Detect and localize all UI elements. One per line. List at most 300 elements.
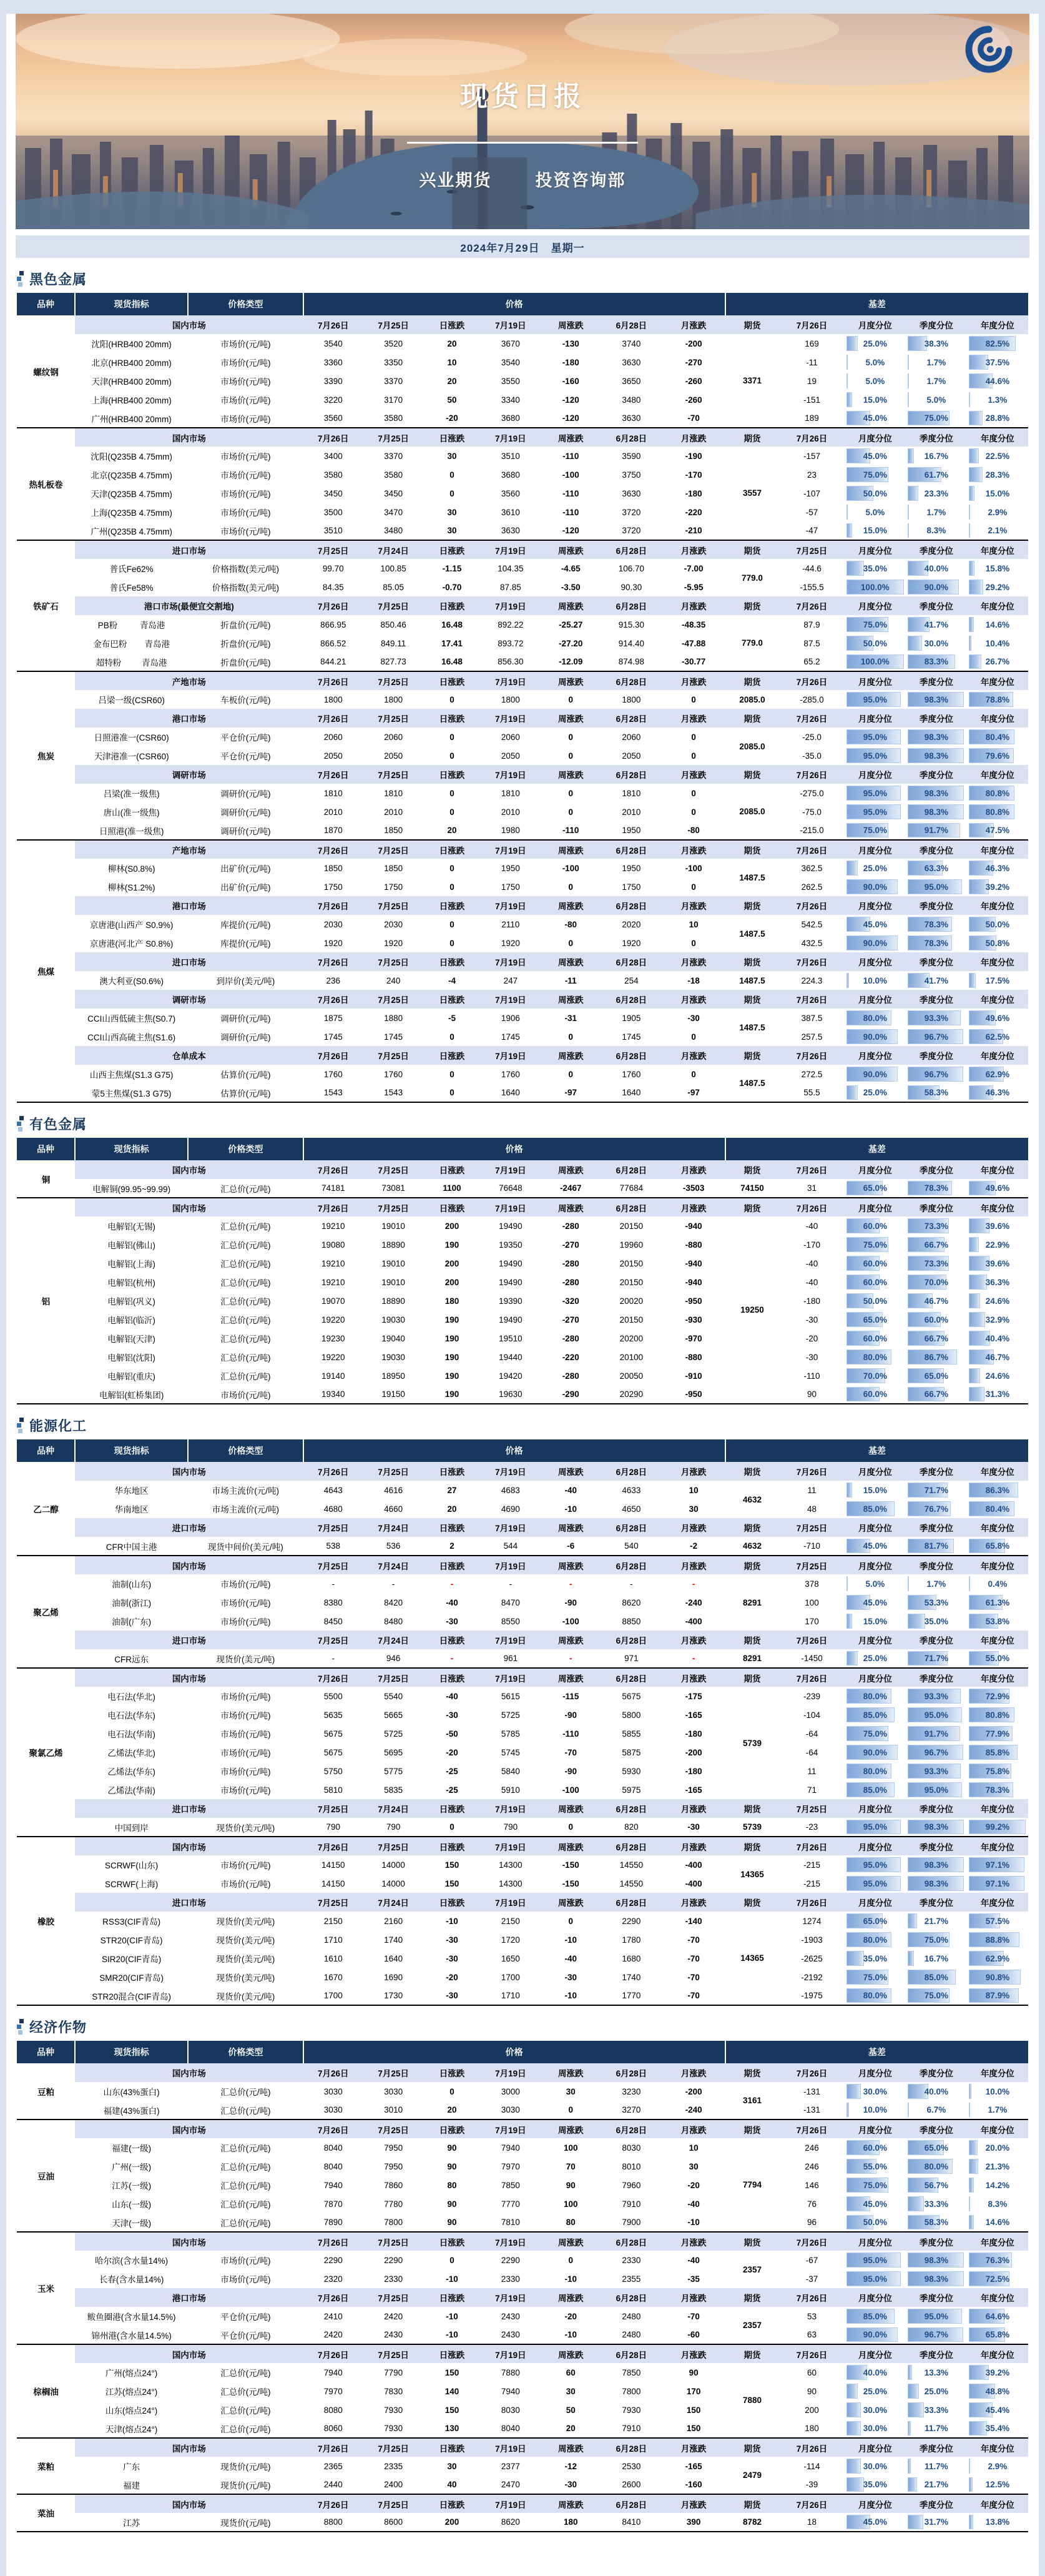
- price-cell: 1810: [303, 784, 363, 802]
- change-cell: 0: [662, 1027, 725, 1046]
- percentile-value: 62.9%: [985, 1069, 1010, 1079]
- col-price-group: 价格: [303, 293, 725, 315]
- price-cell: 844.21: [303, 653, 363, 671]
- basis-date-header: 7月26日: [779, 840, 845, 859]
- price-col-header: 7月19日: [481, 2288, 541, 2307]
- price-cell: 8800: [303, 2513, 363, 2532]
- change-cell: 90: [541, 2176, 601, 2194]
- basis-value-cell: -57: [779, 503, 845, 521]
- price-cell: 19440: [481, 1348, 541, 1366]
- price-col-header: 日涨跌: [423, 596, 480, 615]
- change-cell: -: [541, 1649, 601, 1668]
- price-cell: 4660: [363, 1499, 423, 1518]
- change-cell: -110: [541, 821, 601, 840]
- percentile-value: 35.0%: [924, 1616, 948, 1626]
- futures-price-cell: 2085.0: [725, 784, 779, 840]
- percentile-value: 98.3%: [924, 1878, 948, 1888]
- basis-value-cell: -35.0: [779, 746, 845, 765]
- price-cell: 236: [303, 971, 363, 990]
- percentile-value: 95.0%: [924, 1785, 948, 1795]
- percentile-col-header: 月度分位: [845, 2494, 906, 2513]
- price-cell: 7780: [363, 2194, 423, 2213]
- indicator-cell: 山东(一级): [75, 2194, 188, 2213]
- percentile-bar: [908, 392, 909, 407]
- price-col-header: 月涨跌: [662, 709, 725, 728]
- percentile-cell: [967, 2419, 1028, 2438]
- percentile-cell: [967, 1009, 1028, 1027]
- change-cell: -60: [662, 2326, 725, 2344]
- basis-value-cell: 432.5: [779, 934, 845, 952]
- price-cell: 2330: [601, 2251, 662, 2269]
- indicator-cell: 电解铝(临沂): [75, 1310, 188, 1329]
- percentile-cell: [906, 877, 967, 896]
- price-type-cell: 汇总价(元/吨): [188, 1216, 303, 1235]
- percentile-bar: [969, 1275, 988, 1290]
- price-type-cell: 市场价(元/吨): [188, 521, 303, 540]
- percentile-cell: [967, 1291, 1028, 1310]
- percentile-col-header: 月度分位: [845, 1631, 906, 1649]
- percentile-cell: [906, 503, 967, 521]
- price-cell: 7930: [363, 2419, 423, 2438]
- commodity-table: [17, 1439, 1028, 2006]
- indicator-cell: 天津(一级): [75, 2213, 188, 2232]
- percentile-cell: [906, 447, 967, 465]
- percentile-value: 25.0%: [863, 1654, 887, 1663]
- futures-price-cell: 3371: [725, 334, 779, 428]
- price-cell: 1690: [363, 1968, 423, 1986]
- indicator-cell: 乙烯法(华南): [75, 1780, 188, 1799]
- price-col-header: 月涨跌: [662, 596, 725, 615]
- percentile-value: 22.9%: [985, 1240, 1010, 1250]
- change-cell: -18: [662, 971, 725, 990]
- price-cell: 1700: [481, 1968, 541, 1986]
- percentile-bar: [846, 355, 848, 370]
- price-col-header: 月涨跌: [662, 840, 725, 859]
- change-cell: -910: [662, 1366, 725, 1385]
- percentile-cell: [906, 334, 967, 353]
- change-cell: -180: [541, 353, 601, 372]
- percentile-bar: [969, 2477, 973, 2492]
- col-variety: 品种: [17, 1138, 75, 1160]
- price-col-header: 7月24日: [363, 1556, 423, 1574]
- price-cell: 99.70: [303, 559, 363, 578]
- indicator-cell: 油制(广东): [75, 1612, 188, 1631]
- percentile-col-header: 季度分位: [906, 1046, 967, 1065]
- basis-value-cell: -110: [779, 1366, 845, 1385]
- percentile-value: 25.0%: [924, 2386, 948, 2396]
- futures-price-cell: 2479: [725, 2457, 779, 2494]
- table-row: [17, 1724, 1028, 1743]
- futures-col-header: 期货: [725, 840, 779, 859]
- price-col-header: 日涨跌: [423, 1462, 480, 1481]
- price-col-header: 日涨跌: [423, 952, 480, 971]
- change-cell: 80: [541, 2213, 601, 2232]
- percentile-cell: [845, 2363, 906, 2382]
- change-cell: 190: [423, 1348, 480, 1366]
- indicator-cell: RSS3(CIF青岛): [75, 1912, 188, 1930]
- percentile-cell: [845, 1687, 906, 1705]
- indicator-cell: 哈尔滨(含水量14%): [75, 2251, 188, 2269]
- price-col-header: 7月26日: [303, 596, 363, 615]
- change-cell: 80: [423, 2176, 480, 2194]
- price-cell: 20150: [601, 1254, 662, 1273]
- price-type-cell: 市场价(元/吨): [188, 2269, 303, 2288]
- price-col-header: 7月25日: [363, 2438, 423, 2457]
- change-cell: -10: [541, 2269, 601, 2288]
- percentile-cell: [967, 1949, 1028, 1968]
- market-label: 国内市场: [75, 1198, 303, 1216]
- price-col-header: 6月28日: [601, 2063, 662, 2082]
- price-cell: 7940: [303, 2176, 363, 2194]
- price-col-header: 7月26日: [303, 896, 363, 915]
- percentile-value: 80.0%: [863, 1991, 887, 2000]
- basis-date-header: 7月26日: [779, 2344, 845, 2363]
- percentile-value: 45.0%: [863, 2199, 887, 2209]
- price-col-header: 月涨跌: [662, 1631, 725, 1649]
- market-label: 进口市场: [75, 1799, 303, 1818]
- change-cell: -35: [662, 2269, 725, 2288]
- change-cell: -70: [662, 1986, 725, 2005]
- percentile-cell: [845, 1499, 906, 1518]
- change-cell: 10: [423, 353, 480, 372]
- indicator-cell: 广东: [75, 2457, 188, 2475]
- price-cell: 538: [303, 1537, 363, 1556]
- table-row: [17, 1949, 1028, 1968]
- percentile-bar: [908, 1576, 909, 1591]
- percentile-value: 41.7%: [924, 619, 948, 629]
- change-cell: -400: [662, 1874, 725, 1893]
- percentile-value: 30.0%: [863, 2405, 887, 2415]
- table-row: [17, 2194, 1028, 2213]
- table-row: [17, 1855, 1028, 1874]
- change-cell: 0: [423, 934, 480, 952]
- change-cell: 130: [423, 2419, 480, 2438]
- percentile-cell: [967, 2307, 1028, 2326]
- percentile-value: 49.6%: [985, 1183, 1010, 1193]
- percentile-value: 45.0%: [863, 1541, 887, 1551]
- percentile-value: 85.0%: [924, 1972, 948, 1982]
- percentile-cell: [845, 2326, 906, 2344]
- percentile-bar: [908, 523, 909, 538]
- price-cell: 3010: [363, 2101, 423, 2120]
- org-line: [16, 167, 1029, 191]
- price-col-header: 7月26日: [303, 952, 363, 971]
- percentile-bar: [908, 636, 922, 651]
- price-col-header: 7月19日: [481, 1556, 541, 1574]
- percentile-col-header: 月度分位: [845, 2120, 906, 2138]
- price-type-cell: 市场价(元/吨): [188, 2251, 303, 2269]
- percentile-value: 25.0%: [863, 2386, 887, 2396]
- price-cell: 3510: [303, 521, 363, 540]
- percentile-value: 78.3%: [924, 919, 948, 929]
- futures-col-header: 期货: [725, 2232, 779, 2251]
- percentile-cell: [906, 521, 967, 540]
- table-row: [17, 447, 1028, 465]
- market-label: 国内市场: [75, 315, 303, 334]
- basis-value-cell: 1274: [779, 1912, 845, 1930]
- percentile-bar: [969, 2103, 970, 2117]
- percentile-value: 15.0%: [863, 1616, 887, 1626]
- price-cell: 2600: [601, 2475, 662, 2494]
- percentile-bar: [969, 2421, 987, 2435]
- price-col-header: 月涨跌: [662, 2438, 725, 2457]
- change-cell: -320: [541, 1291, 601, 1310]
- percentile-value: 35.0%: [863, 2480, 887, 2489]
- price-cell: 790: [363, 1818, 423, 1837]
- price-col-header: 7月25日: [363, 1462, 423, 1481]
- percentile-col-header: 季度分位: [906, 1799, 967, 1818]
- percentile-bar: [969, 505, 970, 520]
- indicator-cell: 上海(HRB400 20mm): [75, 390, 188, 409]
- price-cell: 2430: [363, 2326, 423, 2344]
- percentile-value: 25.0%: [863, 863, 887, 873]
- indicator-cell: 唐山(准一级焦): [75, 802, 188, 821]
- futures-col-header: 期货: [725, 1462, 779, 1481]
- price-col-header: 周涨跌: [541, 1893, 601, 1912]
- change-cell: 190: [423, 1366, 480, 1385]
- price-col-header: 7月26日: [303, 315, 363, 334]
- price-cell: 2377: [481, 2457, 541, 2475]
- change-cell: -210: [662, 521, 725, 540]
- percentile-bar: [908, 505, 909, 520]
- change-cell: -70: [662, 1949, 725, 1968]
- price-col-header: 7月19日: [481, 2494, 541, 2513]
- price-cell: 1850: [363, 821, 423, 840]
- change-cell: -970: [662, 1329, 725, 1348]
- basis-date-header: 7月26日: [779, 2288, 845, 2307]
- price-type-cell: 汇总价(元/吨): [188, 2194, 303, 2213]
- percentile-col-header: 月度分位: [845, 315, 906, 334]
- indicator-cell: 华东地区: [75, 1481, 188, 1499]
- section-黑色金属: [17, 269, 1028, 1103]
- percentile-cell: [967, 1930, 1028, 1949]
- price-col-header: 日涨跌: [423, 2120, 480, 2138]
- price-col-header: 7月19日: [481, 709, 541, 728]
- price-type-cell: 出矿价(元/吨): [188, 859, 303, 877]
- percentile-col-header: 季度分位: [906, 1160, 967, 1179]
- change-cell: 0: [662, 690, 725, 709]
- percentile-cell: [845, 2176, 906, 2194]
- price-cell: 3680: [481, 465, 541, 484]
- price-col-header: 月涨跌: [662, 952, 725, 971]
- market-subheader-row: [17, 765, 1028, 784]
- price-cell: 8600: [363, 2513, 423, 2532]
- indicator-cell: 华南地区: [75, 1499, 188, 1518]
- col-indicator: 现货指标: [75, 293, 188, 315]
- basis-value-cell: 55.5: [779, 1083, 845, 1102]
- percentile-cell: [845, 1743, 906, 1762]
- basis-value-cell: -131: [779, 2101, 845, 2120]
- change-cell: -940: [662, 1273, 725, 1291]
- change-cell: -270: [662, 353, 725, 372]
- change-cell: 0: [423, 728, 480, 746]
- percentile-value: 28.3%: [985, 470, 1010, 480]
- percentile-cell: [906, 915, 967, 934]
- table-row: [17, 2082, 1028, 2101]
- price-cell: 7950: [363, 2157, 423, 2176]
- market-label: 调研市场: [75, 765, 303, 784]
- percentile-value: 45.0%: [863, 451, 887, 461]
- market-subheader-row: [17, 1799, 1028, 1818]
- basis-value-cell: -75.0: [779, 802, 845, 821]
- change-cell: -880: [662, 1348, 725, 1366]
- percentile-bar: [969, 2178, 974, 2193]
- percentile-value: 25.0%: [863, 338, 887, 348]
- market-label: 调研市场: [75, 990, 303, 1009]
- basis-date-header: 7月26日: [779, 990, 845, 1009]
- percentile-bar: [969, 523, 970, 538]
- futures-price-cell: 19250: [725, 1216, 779, 1404]
- table-row: [17, 1065, 1028, 1083]
- price-type-cell: 市场价(元/吨): [188, 465, 303, 484]
- change-cell: 0: [423, 690, 480, 709]
- price-cell: 19070: [303, 1291, 363, 1310]
- percentile-cell: [967, 1874, 1028, 1893]
- price-col-header: 6月28日: [601, 596, 662, 615]
- change-cell: 150: [423, 1874, 480, 1893]
- change-cell: -90: [541, 1762, 601, 1780]
- price-cell: 19140: [303, 1366, 363, 1385]
- indicator-cell: 天津(熔点24°): [75, 2419, 188, 2438]
- percentile-col-header: 年度分位: [967, 1046, 1028, 1065]
- basis-value-cell: -170: [779, 1235, 845, 1254]
- basis-date-header: 7月26日: [779, 1160, 845, 1179]
- price-type-cell: 汇总价(元/吨): [188, 1366, 303, 1385]
- indicator-cell: 电解铝(沈阳): [75, 1348, 188, 1366]
- indicator-cell: 乙烯法(华东): [75, 1762, 188, 1780]
- price-col-header: 7月26日: [303, 1160, 363, 1179]
- price-type-cell: 汇总价(元/吨): [188, 2363, 303, 2382]
- basis-date-header: 7月25日: [779, 1556, 845, 1574]
- percentile-bar: [908, 2459, 911, 2474]
- change-cell: -70: [662, 409, 725, 428]
- percentile-value: 98.3%: [924, 751, 948, 761]
- percentile-cell: [845, 465, 906, 484]
- price-cell: 14150: [303, 1855, 363, 1874]
- price-cell: 8450: [303, 1612, 363, 1631]
- percentile-cell: [967, 465, 1028, 484]
- percentile-cell: [906, 2269, 967, 2288]
- price-col-header: 7月25日: [363, 315, 423, 334]
- percentile-cell: [967, 1724, 1028, 1743]
- price-col-header: 7月25日: [303, 1518, 363, 1537]
- change-cell: 2: [423, 1537, 480, 1556]
- percentile-cell: [906, 2513, 967, 2532]
- indicator-location: 青岛港: [144, 639, 170, 649]
- percentile-bar: [969, 411, 983, 425]
- change-cell: 0: [541, 746, 601, 765]
- price-cell: 247: [481, 971, 541, 990]
- percentile-value: 13.3%: [924, 2367, 948, 2377]
- percentile-cell: [906, 1762, 967, 1780]
- price-cell: 19030: [363, 1348, 423, 1366]
- percentile-cell: [845, 1762, 906, 1780]
- percentile-value: 78.8%: [985, 694, 1010, 704]
- price-cell: 1640: [481, 1083, 541, 1102]
- percentile-value: 46.7%: [985, 1352, 1010, 1362]
- percentile-col-header: 年度分位: [967, 765, 1028, 784]
- percentile-cell: [906, 1930, 967, 1949]
- basis-value-cell: 146: [779, 2176, 845, 2194]
- price-cell: 19350: [481, 1235, 541, 1254]
- price-type-cell: 市场价(元/吨): [188, 372, 303, 390]
- percentile-value: 66.7%: [924, 1333, 948, 1343]
- percentile-cell: [967, 802, 1028, 821]
- percentile-bar: [969, 1293, 980, 1308]
- price-col-header: 日涨跌: [423, 896, 480, 915]
- percentile-value: 90.0%: [863, 2330, 887, 2339]
- col-price-group: 价格: [303, 1439, 725, 1462]
- price-type-cell: 库提价(元/吨): [188, 934, 303, 952]
- percentile-value: 60.0%: [863, 1221, 887, 1231]
- market-label: 国内市场: [75, 2438, 303, 2457]
- change-cell: -: [662, 1649, 725, 1668]
- percentile-value: 60.0%: [863, 1258, 887, 1268]
- price-type-cell: 平仓价(元/吨): [188, 746, 303, 765]
- price-col-header: 7月26日: [303, 671, 363, 690]
- percentile-value: 60.0%: [863, 1277, 887, 1287]
- col-price-type: 价格类型: [188, 1439, 303, 1462]
- percentile-value: 17.5%: [985, 975, 1010, 985]
- price-cell: 946: [363, 1649, 423, 1668]
- price-col-header: 日涨跌: [423, 2438, 480, 2457]
- futures-price-cell: 1487.5: [725, 859, 779, 896]
- basis-date-header: 7月26日: [779, 1837, 845, 1855]
- change-cell: -40: [662, 2251, 725, 2269]
- futures-col-header: 期货: [725, 2494, 779, 2513]
- percentile-col-header: 年度分位: [967, 896, 1028, 915]
- change-cell: -31: [541, 1009, 601, 1027]
- futures-col-header: 期货: [725, 896, 779, 915]
- price-cell: 8040: [303, 2138, 363, 2157]
- percentile-value: 40.0%: [924, 2086, 948, 2096]
- price-col-header: 7月19日: [481, 952, 541, 971]
- indicator-cell: 油制(浙江): [75, 1593, 188, 1612]
- section-title: [17, 1416, 1028, 1435]
- percentile-cell: [967, 690, 1028, 709]
- percentile-cell: [845, 634, 906, 653]
- change-cell: -90: [541, 1705, 601, 1724]
- price-cell: 3270: [601, 2101, 662, 2120]
- price-col-header: 日涨跌: [423, 1198, 480, 1216]
- price-cell: 7790: [363, 2363, 423, 2382]
- basis-date-header: 7月26日: [779, 2438, 845, 2457]
- percentile-value: 39.6%: [985, 1221, 1010, 1231]
- percentile-cell: [845, 2194, 906, 2213]
- price-type-cell: 调研价(元/吨): [188, 821, 303, 840]
- price-cell: 20100: [601, 1348, 662, 1366]
- price-cell: 3520: [363, 334, 423, 353]
- percentile-value: 96.7%: [924, 1747, 948, 1757]
- percentile-value: 71.7%: [924, 1485, 948, 1495]
- change-cell: 0: [662, 934, 725, 952]
- percentile-cell: [845, 2082, 906, 2101]
- percentile-value: 40.0%: [863, 2367, 887, 2377]
- market-label: 国内市场: [75, 2494, 303, 2513]
- percentile-cell: [906, 465, 967, 484]
- price-cell: 85.05: [363, 578, 423, 596]
- change-cell: 190: [423, 1310, 480, 1329]
- price-cell: 1880: [363, 1009, 423, 1027]
- market-subheader-row: [17, 2344, 1028, 2363]
- price-cell: 5775: [363, 1762, 423, 1780]
- percentile-value: 85.0%: [863, 1785, 887, 1795]
- futures-col-header: 期货: [725, 765, 779, 784]
- percentile-cell: [906, 484, 967, 503]
- price-cell: 19230: [303, 1329, 363, 1348]
- change-cell: 150: [423, 2363, 480, 2382]
- price-cell: 7940: [481, 2138, 541, 2157]
